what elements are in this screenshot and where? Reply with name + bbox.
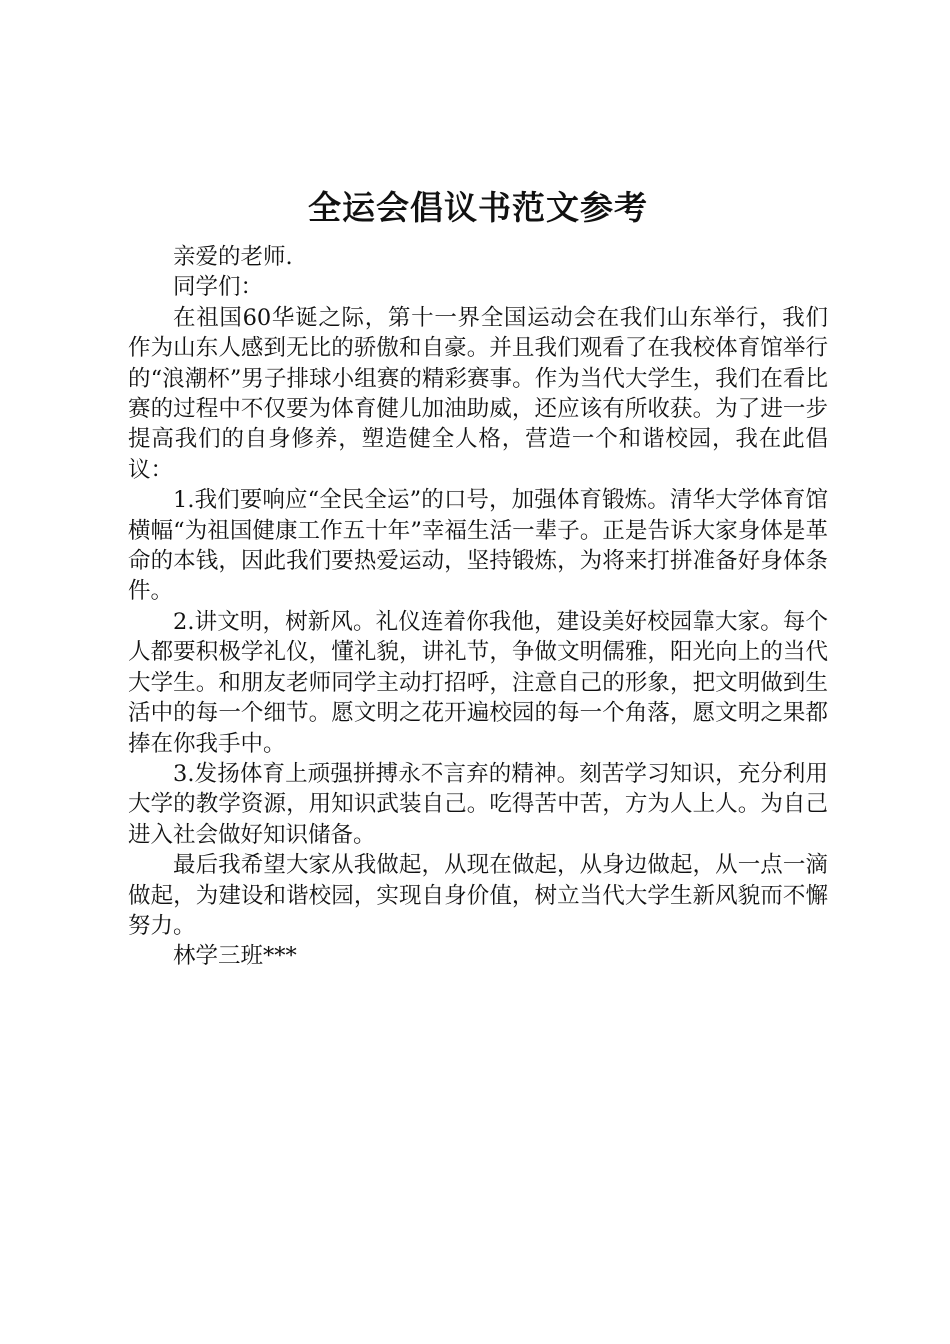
salutation-students: 同学们：	[173, 274, 264, 301]
signature: 林学三班***	[173, 943, 297, 970]
intro-paragraph: 在祖国60华诞之际，第十一界全国运动会在我们山东举行，我们作为山东人感到无比的骄傲和自豪。并且我们观看了在我校体育馆举行的“浪潮杯”男子排球小组赛的精彩赛事。作为当代大学生，我们在看比赛的过程中不仅要为体育健儿加油助威，还应该有所收获。为了进一步提高我们的自身修养，塑造健全人格，营造一个和谐校园，我在此倡议：	[128, 304, 828, 483]
proposal-point-2: 2.讲文明，树新风。礼仪连着你我他，建设美好校园靠大家。每个人都要积极学礼仪，懂礼貌，讲礼节，争做文明儒雅，阳光向上的当代大学生。和朋友老师同学主动打招呼，注意自己的形象，把文明做到生活中的每一个细节。愿文明之花开遍校园的每一个角落，愿文明之果都捧在你我手中。	[128, 608, 828, 757]
document-title: 全运会倡议书范文参考	[308, 188, 648, 227]
salutation-teachers: 亲爱的老师.	[173, 244, 293, 270]
proposal-point-3: 3.发扬体育上顽强拼搏永不言弃的精神。刻苦学习知识，充分利用大学的教学资源，用知识武装自己。吃得苦中苦，方为人上人。为自己进入社会做好知识储备。	[128, 760, 828, 848]
closing-paragraph: 最后我希望大家从我做起，从现在做起，从身边做起，从一点一滴做起，为建设和谐校园，实现自身价值，树立当代大学生新风貌而不懈努力。	[128, 852, 828, 939]
document-page	[128, 180, 828, 972]
proposal-point-1: 1.我们要响应“全民全运”的口号，加强体育锻炼。清华大学体育馆横幅“为祖国健康工作五十年”幸福生活一辈子。正是告诉大家身体是革命的本钱，因此我们要热爱运动，坚持锻炼，为将来打拼准备好身体条件。	[128, 487, 828, 605]
